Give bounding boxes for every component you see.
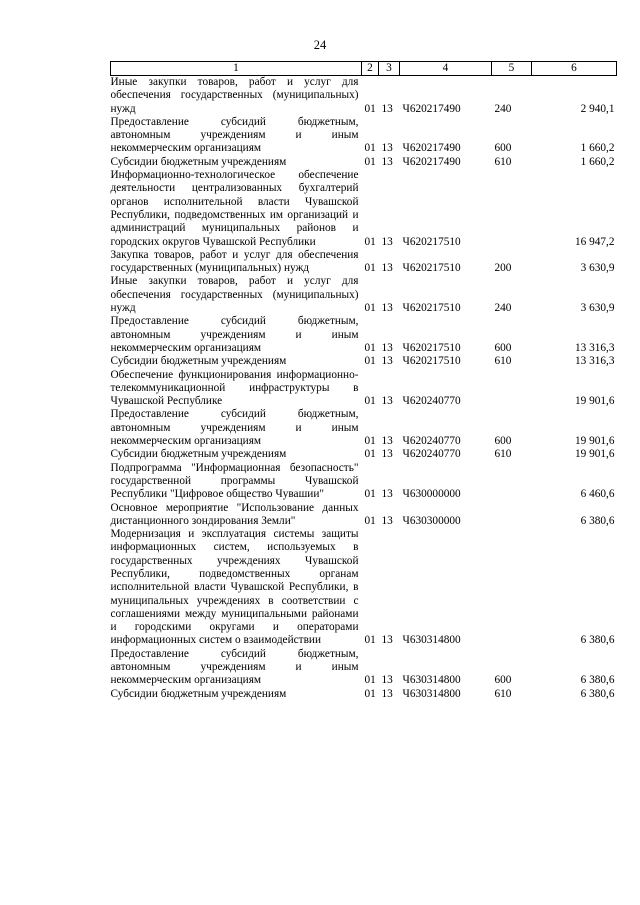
row-subsection: 13 [381,142,393,155]
row-name: Модернизация и эксплуатация системы защиты информационных систем, используемых в государственных учреждениях Чувашской Республики, подведомственных органам исполнительной власти Чувашской Республики, в муниципальных учреждениях в соответствии с соглашениями между муниципальными районами и городскими округами и операторами информационных систем о взаимодействии [110,528,359,647]
row-subsection: 13 [381,262,393,275]
row-section: 01 [364,341,376,354]
row-name: Подпрограмма "Информационная безопасность" государственной программы Чувашской Республики "Цифровое общество Чувашии" [110,461,359,501]
table-row [111,408,617,448]
row-section: 01 [364,674,376,687]
row-expense-type: 610 [494,355,512,368]
table-row [111,355,617,368]
row-name: Обеспечение функционирования информационно-телекоммуникационной инфраструктуры в Чувашской Республике [110,368,359,408]
row-name: Субсидии бюджетным учреждениям [110,448,287,461]
row-target-code: Ч620217510 [402,341,461,354]
budget-table [110,61,617,701]
row-expense-type: 600 [494,674,512,687]
row-target-code: Ч620217510 [402,235,461,248]
table-body [111,76,617,701]
row-subsection: 13 [381,448,393,461]
row-amount: 19 901,6 [574,435,615,448]
row-amount: 16 947,2 [574,235,615,248]
header-col-5: 5 [492,62,532,76]
table-row [111,369,617,409]
row-subsection: 13 [381,514,393,527]
row-section: 01 [364,488,376,501]
row-amount: 6 380,6 [580,674,615,687]
table-row [111,528,617,648]
header-col-1: 1 [111,62,362,76]
row-section: 01 [364,514,376,527]
row-amount: 6 380,6 [580,514,615,527]
header-col-6: 6 [532,62,617,76]
row-target-code: Ч630314800 [402,634,461,647]
row-target-code: Ч630314800 [402,687,461,700]
row-expense-type: 610 [494,687,512,700]
row-name: Предоставление субсидий бюджетным, автономным учреждениям и иным некоммерческим организациям [110,315,359,354]
row-subsection: 13 [381,435,393,448]
row-subsection: 13 [381,395,393,408]
row-target-code: Ч620217510 [402,302,461,315]
row-subsection: 13 [381,235,393,248]
row-section: 01 [364,355,376,368]
row-amount: 1 660,2 [580,142,615,155]
row-subsection: 13 [381,355,393,368]
row-expense-type: 200 [494,262,512,275]
row-target-code: Ч630000000 [402,488,461,501]
row-name: Информационно-технологическое обеспечение деятельности централизованных бухгалтерий органов исполнительной власти Чувашской Республики, подведомственных им организаций и администраций муниципальных районов и городских округов Чувашской Республики [110,169,359,248]
row-subsection: 13 [381,687,393,700]
row-name: Предоставление субсидий бюджетным, автономным учреждениям и иным некоммерческим организациям [110,115,359,155]
row-subsection: 13 [381,102,393,115]
row-amount: 6 380,6 [580,634,615,647]
row-expense-type [492,502,532,529]
row-subsection: 13 [381,488,393,501]
row-subsection: 13 [381,302,393,315]
row-expense-type: 600 [494,341,512,354]
row-section: 01 [364,448,376,461]
row-name: Субсидии бюджетным учреждениям [110,687,287,700]
row-amount: 3 630,9 [580,262,615,275]
page-number: 24 [313,38,327,52]
row-amount: 13 316,3 [574,355,615,368]
row-subsection: 13 [381,341,393,354]
row-name: Закупка товаров, работ и услуг для обеспечения государственных (муниципальных) нужд [110,248,359,275]
row-section: 01 [364,142,376,155]
table-row [111,462,617,502]
row-name: Иные закупки товаров, работ и услуг для обеспечения государственных (муниципальных) нужд [110,76,359,115]
row-target-code: Ч620217490 [402,142,461,155]
row-target-code: Ч630300000 [402,514,461,527]
row-expense-type: 240 [494,302,512,315]
row-expense-type: 610 [494,155,512,168]
row-target-code: Ч620217510 [402,355,461,368]
table-row [111,116,617,156]
table-row [111,648,617,688]
table-row [111,502,617,529]
row-amount: 1 660,2 [580,155,615,168]
row-target-code: Ч620217490 [402,102,461,115]
row-name: Основное мероприятие "Использование данных дистанционного зондирования Земли" [110,501,359,527]
row-amount: 19 901,6 [574,395,615,408]
row-expense-type [492,528,532,648]
row-subsection: 13 [381,634,393,647]
header-col-2: 2 [362,62,379,76]
row-amount: 13 316,3 [574,341,615,354]
table-row [111,688,617,701]
row-target-code: Ч620217510 [402,262,461,275]
table-row [111,275,617,315]
row-target-code: Ч620240770 [402,448,461,461]
row-subsection: 13 [381,155,393,168]
row-name: Предоставление субсидий бюджетным, автономным учреждениям и иным некоммерческим организациям [110,647,359,687]
header-col-4: 4 [400,62,492,76]
table-row [111,448,617,461]
row-amount: 2 940,1 [580,102,615,115]
row-section: 01 [364,262,376,275]
row-expense-type: 240 [494,102,512,115]
row-target-code: Ч630314800 [402,674,461,687]
row-section: 01 [364,155,376,168]
table-row [111,249,617,276]
row-target-code: Ч620240770 [402,395,461,408]
row-expense-type [492,169,532,249]
row-target-code: Ч620240770 [402,435,461,448]
row-name: Предоставление субсидий бюджетным, автономным учреждениям и иным некоммерческим организациям [110,408,359,448]
row-section: 01 [364,395,376,408]
row-amount: 19 901,6 [574,448,615,461]
row-amount: 6 460,6 [580,488,615,501]
row-subsection: 13 [381,674,393,687]
row-section: 01 [364,302,376,315]
row-expense-type: 600 [494,142,512,155]
row-expense-type: 610 [494,448,512,461]
table-row [111,76,617,116]
row-section: 01 [364,687,376,700]
row-name: Субсидии бюджетным учреждениям [110,155,287,168]
row-section: 01 [364,634,376,647]
row-section: 01 [364,235,376,248]
row-section: 01 [364,102,376,115]
table-row [111,169,617,249]
row-name: Субсидии бюджетным учреждениям [110,355,287,368]
row-amount: 6 380,6 [580,687,615,700]
row-name: Иные закупки товаров, работ и услуг для обеспечения государственных (муниципальных) нужд [110,275,359,315]
row-expense-type [492,369,532,409]
row-amount: 3 630,9 [580,302,615,315]
table-row [111,156,617,169]
row-expense-type: 600 [494,435,512,448]
row-expense-type [492,462,532,502]
table-row [111,315,617,355]
header-col-3: 3 [379,62,400,76]
row-section: 01 [364,435,376,448]
table-header [111,62,617,76]
row-target-code: Ч620217490 [402,155,461,168]
